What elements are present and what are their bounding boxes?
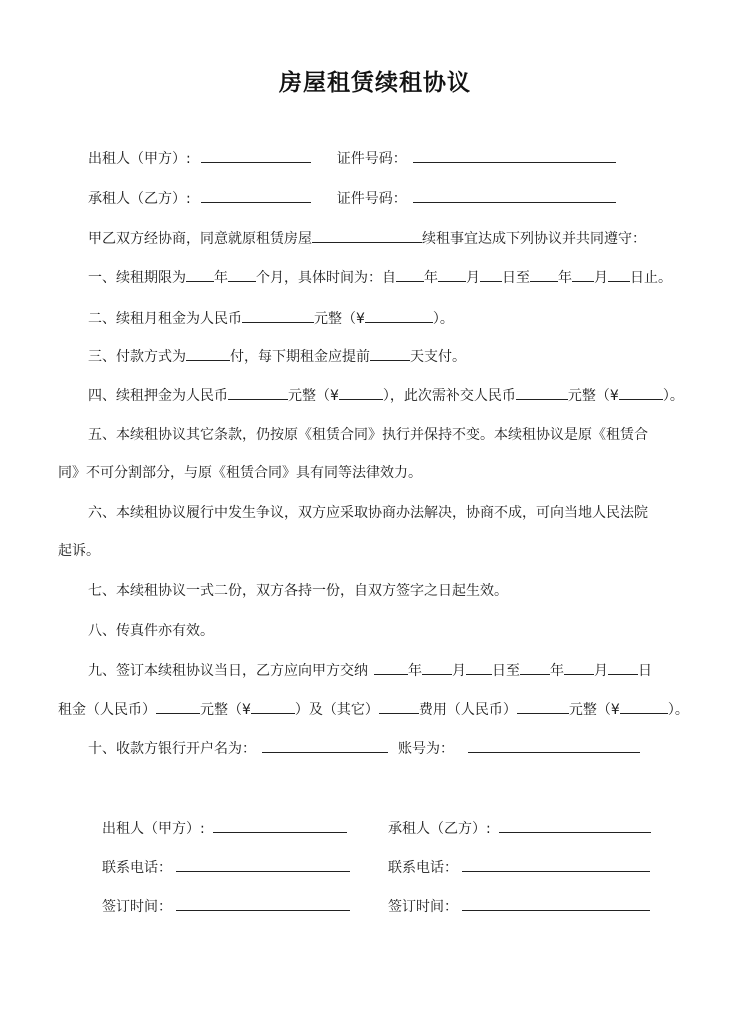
lessee-id-field[interactable] bbox=[413, 188, 616, 203]
pay-start-day-field[interactable] bbox=[466, 660, 492, 675]
sign-lessor-row bbox=[102, 818, 347, 839]
clause-9-text: 九、签订本续租协议当日，乙方应向甲方交纳 bbox=[88, 663, 368, 679]
clause-2-yuan: 元整（¥ bbox=[314, 311, 365, 327]
clause-1 bbox=[88, 267, 672, 288]
month-label: 月 bbox=[594, 663, 608, 679]
sign-lessor-field[interactable] bbox=[213, 818, 347, 833]
yuan-label: 元整（¥ bbox=[568, 702, 620, 718]
clause-8: 八、传真件亦有效。 bbox=[88, 623, 214, 639]
clause-9-end: ）。 bbox=[667, 702, 689, 718]
property-address-field[interactable] bbox=[312, 228, 422, 243]
extra-deposit-amount-field[interactable] bbox=[619, 385, 663, 400]
start-day-field[interactable] bbox=[480, 267, 502, 282]
sign-lessee-phone-row bbox=[388, 857, 650, 878]
sign-lessee-label: 承租人（乙方）: bbox=[388, 821, 491, 837]
pay-end-month-field[interactable] bbox=[564, 660, 594, 675]
day-to-label: 日至 bbox=[502, 270, 530, 286]
monthly-rent-field[interactable] bbox=[242, 308, 314, 323]
other-label: ）及（其它） bbox=[294, 702, 379, 718]
fee-label: 费用（人民币） bbox=[418, 702, 517, 718]
other-item-field[interactable] bbox=[379, 699, 419, 714]
lessee-label: 承租人（乙方）: bbox=[88, 191, 191, 207]
year-label: 年 bbox=[550, 663, 564, 679]
bank-account-name-field[interactable] bbox=[262, 738, 388, 753]
clause-2 bbox=[88, 308, 454, 329]
start-year-field[interactable] bbox=[396, 267, 424, 282]
month-label: 月 bbox=[466, 270, 480, 286]
clause-9-line-2 bbox=[58, 699, 689, 720]
clause-2-end: ）。 bbox=[432, 311, 454, 327]
pay-start-year-field[interactable] bbox=[374, 660, 408, 675]
lessor-id-label: 证件号码： bbox=[336, 151, 407, 167]
rent-label: 租金（人民币） bbox=[58, 702, 156, 718]
term-months-field[interactable] bbox=[228, 267, 256, 282]
fee-amount-field[interactable] bbox=[620, 699, 668, 714]
sign-lessor-label: 出租人（甲方）: bbox=[102, 821, 205, 837]
clause-10 bbox=[88, 738, 640, 759]
clause-4-end: ）。 bbox=[662, 388, 684, 404]
start-month-field[interactable] bbox=[438, 267, 466, 282]
clause-7: 七、本续租协议一式二份，双方各持一份，自双方签字之日起生效。 bbox=[88, 583, 508, 599]
clause-9-line-1 bbox=[88, 660, 652, 681]
year-label: 年 bbox=[424, 270, 438, 286]
lessee-date-label: 签订时间： bbox=[388, 899, 458, 915]
lessee-name-field[interactable] bbox=[201, 188, 311, 203]
lessee-id-row bbox=[88, 188, 616, 209]
payment-method-field[interactable] bbox=[186, 346, 230, 361]
end-year-field[interactable] bbox=[530, 267, 558, 282]
clause-5-line-1: 五、本续租协议其它条款，仍按原《租赁合同》执行并保持不变。本续租协议是原《租赁合 bbox=[88, 427, 648, 443]
day-end-label: 日止。 bbox=[630, 270, 672, 286]
clause-4-yuan-2: 元整（¥ bbox=[567, 388, 619, 404]
day-label: 日 bbox=[638, 663, 652, 679]
account-number-field[interactable] bbox=[468, 738, 640, 753]
intro-paragraph bbox=[88, 228, 646, 249]
clause-6-line-2: 起诉。 bbox=[58, 543, 100, 559]
lessee-phone-label: 联系电话： bbox=[388, 860, 458, 876]
deposit-field[interactable] bbox=[228, 385, 288, 400]
year-label: 年 bbox=[408, 663, 422, 679]
term-years-field[interactable] bbox=[186, 267, 214, 282]
month-label: 月 bbox=[452, 663, 466, 679]
sign-lessee-row bbox=[388, 818, 651, 839]
account-number-label: 账号为： bbox=[398, 741, 454, 757]
bank-name-label: 十、收款方银行开户名为： bbox=[88, 741, 256, 757]
lessor-label: 出租人（甲方）: bbox=[88, 151, 191, 167]
months-text: 个月，具体时间为：自 bbox=[256, 270, 396, 286]
rent-amount-field[interactable] bbox=[251, 699, 295, 714]
clause-5-line-2: 同》不可分割部分，与原《租赁合同》具有同等法律效力。 bbox=[58, 465, 422, 481]
sign-lessor-phone-row bbox=[102, 857, 350, 878]
clause-4-yuan: 元整（¥ bbox=[288, 388, 339, 404]
clause-3 bbox=[88, 346, 466, 367]
advance-days-field[interactable] bbox=[370, 346, 410, 361]
clause-4-text: 四、续租押金为人民币 bbox=[88, 388, 228, 404]
monthly-rent-amount-field[interactable] bbox=[365, 308, 433, 323]
page-title: 房屋租赁续租协议 bbox=[279, 70, 471, 96]
lessee-phone-field[interactable] bbox=[462, 857, 650, 872]
sign-lessor-date-row bbox=[102, 896, 350, 917]
lessor-phone-field[interactable] bbox=[176, 857, 350, 872]
clause-3-mid: 付，每下期租金应提前 bbox=[230, 349, 370, 365]
day-to-label: 日至 bbox=[492, 663, 520, 679]
intro-text-a: 甲乙双方经协商，同意就原租赁房屋 bbox=[88, 231, 312, 247]
fee-yuan-field[interactable] bbox=[517, 699, 569, 714]
lessor-date-field[interactable] bbox=[176, 896, 350, 911]
end-month-field[interactable] bbox=[572, 267, 594, 282]
month-label: 月 bbox=[594, 270, 608, 286]
lessor-phone-label: 联系电话： bbox=[102, 860, 172, 876]
lessee-date-field[interactable] bbox=[462, 896, 650, 911]
rent-yuan-field[interactable] bbox=[156, 699, 200, 714]
clause-4-mid: ），此次需补交人民币 bbox=[382, 388, 516, 404]
deposit-amount-field[interactable] bbox=[339, 385, 383, 400]
yuan-label: 元整（¥ bbox=[200, 702, 251, 718]
lessee-id-label: 证件号码： bbox=[336, 191, 407, 207]
intro-text-b: 续租事宜达成下列协议并共同遵守： bbox=[422, 231, 646, 247]
clause-1-text: 一、续租期限为 bbox=[88, 270, 186, 286]
sign-lessee-date-row bbox=[388, 896, 650, 917]
end-day-field[interactable] bbox=[608, 267, 630, 282]
pay-start-month-field[interactable] bbox=[422, 660, 452, 675]
lessor-id-field[interactable] bbox=[413, 148, 616, 163]
clause-6-line-1: 六、本续租协议履行中发生争议，双方应采取协商办法解决，协商不成，可向当地人民法院 bbox=[88, 505, 648, 521]
sign-lessee-field[interactable] bbox=[499, 818, 651, 833]
lessor-id-row bbox=[88, 148, 616, 169]
lessor-name-field[interactable] bbox=[201, 148, 311, 163]
pay-end-year-field[interactable] bbox=[520, 660, 550, 675]
year-label: 年 bbox=[558, 270, 572, 286]
clause-2-text: 二、续租月租金为人民币 bbox=[88, 311, 242, 327]
year-label: 年 bbox=[214, 270, 228, 286]
extra-deposit-field[interactable] bbox=[516, 385, 568, 400]
pay-end-day-field[interactable] bbox=[608, 660, 638, 675]
clause-3-end: 天支付。 bbox=[410, 349, 466, 365]
lessor-date-label: 签订时间： bbox=[102, 899, 172, 915]
clause-3-text: 三、付款方式为 bbox=[88, 349, 186, 365]
clause-4 bbox=[88, 385, 684, 406]
